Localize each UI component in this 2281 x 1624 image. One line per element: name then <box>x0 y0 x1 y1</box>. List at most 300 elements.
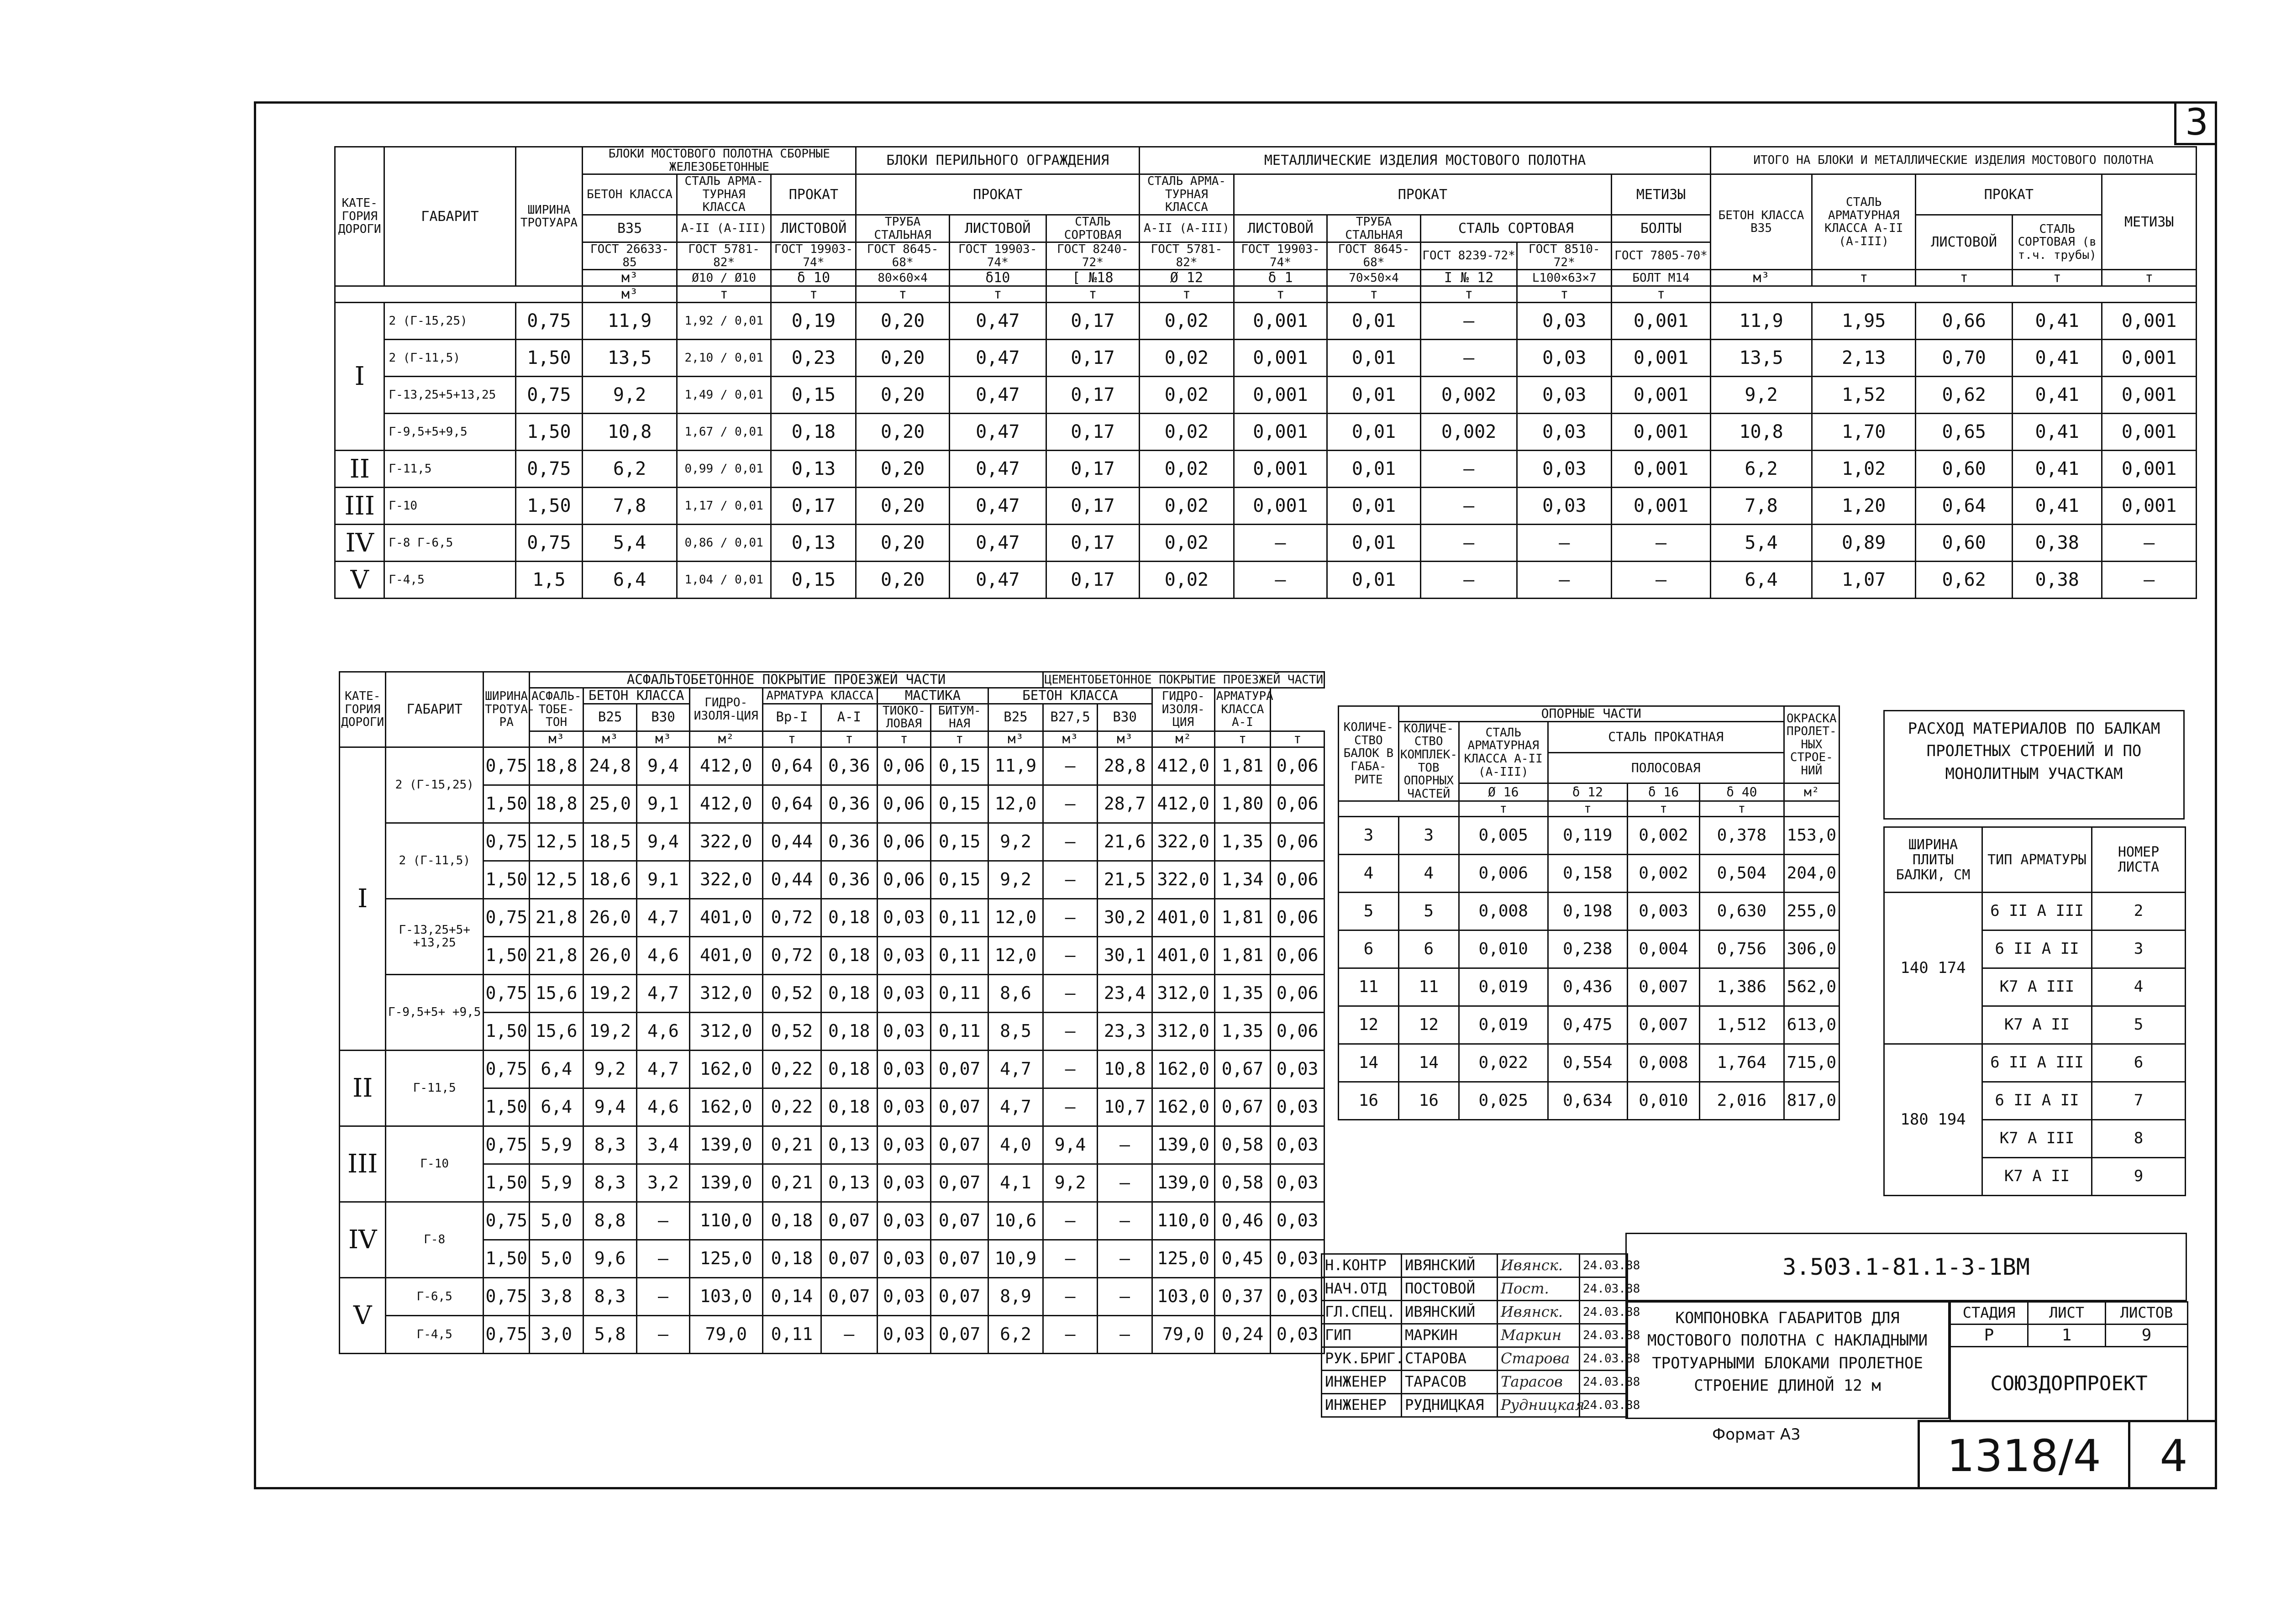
value-cell: 0,003 <box>1627 893 1699 930</box>
road-category: IV <box>340 1202 386 1277</box>
size-railing-sheet: δ10 <box>949 270 1046 286</box>
width-cell: 0,75 <box>483 823 529 861</box>
sheet-page: 4 <box>2160 1430 2188 1482</box>
value-cell: 0,01 <box>1327 451 1421 488</box>
header-deck-blocks: БЛОКИ МОСТОВОГО ПОЛОТНА СБОРНЫЕ ЖЕЛЕЗОБЕТОННЫЕ <box>583 147 856 174</box>
doc-code: 3.503.1-81.1-3-1ВМ <box>1625 1233 2187 1301</box>
value-cell: 0,007 <box>1627 1006 1699 1044</box>
value-cell: 0,002 <box>1420 377 1517 414</box>
value-cell: 0,001 <box>1612 488 1711 525</box>
role-cell: ГИП <box>1322 1324 1402 1347</box>
value-cell: 0,66 <box>1916 303 2013 340</box>
value-cell: 0,41 <box>2013 451 2102 488</box>
value-cell: 162,0 <box>689 1050 762 1088</box>
value-cell: 1,50 <box>515 340 583 377</box>
pave-h-rebar-a1: АРМАТУРА КЛАССА А-I <box>1214 688 1271 731</box>
pave-u-2: м³ <box>583 731 636 747</box>
value-cell: 4,7 <box>637 1050 689 1088</box>
pave-table-row <box>340 1088 1324 1126</box>
pave-table-row <box>340 1277 1324 1315</box>
header-total-sheet: ЛИСТОВОЙ <box>1916 215 2013 269</box>
size-rebar: Ø10 / Ø10 <box>677 270 771 286</box>
value-cell: 9,2 <box>1043 1164 1098 1202</box>
value-cell: 0,65 <box>1916 414 2013 451</box>
value-cell: — <box>1043 1277 1098 1315</box>
bearing-h-b12: δ 12 <box>1548 783 1627 801</box>
value-cell: 0,60 <box>1916 525 2013 562</box>
value-cell: 0,36 <box>821 823 877 861</box>
pave-h-b25: В25 <box>583 704 636 731</box>
value-cell: 3,4 <box>637 1126 689 1164</box>
value-cell: 0,41 <box>2013 414 2102 451</box>
value-cell: 0,41 <box>2013 303 2102 340</box>
value-cell: — <box>1420 562 1517 599</box>
value-cell: 8,9 <box>988 1277 1043 1315</box>
value-cell: 10,7 <box>1098 1088 1152 1126</box>
sheet-label: ЛИСТ <box>2028 1302 2106 1324</box>
value-cell: 6,2 <box>583 451 677 488</box>
gost-7805: ГОСТ 7805-70* <box>1612 242 1711 270</box>
pave-table-row <box>340 1240 1324 1277</box>
value-cell: 0,03 <box>877 1164 930 1202</box>
value-cell: 1,386 <box>1700 968 1784 1006</box>
pave-h-hydro: ГИДРО-ИЗОЛЯ-ЦИЯ <box>689 688 762 731</box>
width-cell: 0,75 <box>483 1050 529 1088</box>
unit-total-spacer <box>1711 286 2197 303</box>
unit-total-rebar: т <box>1812 270 1916 286</box>
value-cell: 9,2 <box>583 377 677 414</box>
value-cell: 817,0 <box>1784 1082 1839 1120</box>
material-table-title: РАСХОД МАТЕРИАЛОВ ПО БАЛКАМ ПРОЛЕТНЫХ СТРОЕНИЙ И ПО МОНОЛИТНЫМ УЧАСТКАМ <box>1883 710 2185 820</box>
value-cell: — <box>1234 525 1327 562</box>
value-cell: 1,20 <box>1812 488 1916 525</box>
width-cell: 1,50 <box>483 1012 529 1050</box>
unit-total-metizy: т <box>2102 270 2197 286</box>
date-cell: 24.03.88 <box>1580 1301 1628 1324</box>
value-cell: 7,8 <box>1711 488 1812 525</box>
value-cell: 0,11 <box>762 1315 821 1353</box>
value-cell: 9,4 <box>637 823 689 861</box>
value-cell: 0,20 <box>856 303 950 340</box>
pave-h-rebar: АРМАТУРА КЛАССА <box>762 688 877 704</box>
header-metizy: МЕТИЗЫ <box>1612 174 1711 215</box>
pave-u-11: м³ <box>1098 731 1152 747</box>
value-cell: 9,4 <box>1043 1126 1098 1164</box>
gabarit-cell: 2 (Г-11,5) <box>384 340 515 377</box>
value-cell: 0,60 <box>1916 451 2013 488</box>
pave-h-conc2: БЕТОН КЛАССА <box>988 688 1152 704</box>
value-cell: 0,64 <box>762 747 821 785</box>
header-rebar-class: СТАЛЬ АРМА-ТУРНАЯ КЛАССА <box>677 174 771 215</box>
value-cell: 0,504 <box>1700 855 1784 893</box>
sheet-number-cell: 5 <box>2092 1006 2186 1044</box>
value-cell: 0,13 <box>821 1164 877 1202</box>
value-cell: 1,70 <box>1812 414 1916 451</box>
size-ibeam: I № 12 <box>1420 270 1517 286</box>
gost-19903-railing: ГОСТ 19903-74* <box>949 242 1046 270</box>
value-cell: 0,008 <box>1627 1044 1699 1082</box>
value-cell: 0,75 <box>515 377 583 414</box>
top-table-row <box>335 488 2197 525</box>
sheet-number-cell: 4 <box>2092 968 2186 1006</box>
bearing-table-row <box>1339 930 1840 968</box>
value-cell: 162,0 <box>689 1088 762 1126</box>
value-cell: — <box>1098 1240 1152 1277</box>
value-cell: 0,02 <box>1140 340 1234 377</box>
value-cell: 0,06 <box>1271 785 1324 823</box>
pave-table-row <box>340 823 1324 861</box>
value-cell: 0,001 <box>1234 340 1327 377</box>
signatures-table <box>1321 1253 1640 1418</box>
date-cell: 24.03.88 <box>1580 1347 1628 1371</box>
material-table-row <box>1884 1044 2186 1082</box>
value-cell: 0,67 <box>1214 1050 1271 1088</box>
value-cell: 0,13 <box>821 1126 877 1164</box>
value-cell: 0,22 <box>762 1088 821 1126</box>
value-cell: 6,2 <box>988 1315 1043 1353</box>
gost-concrete: ГОСТ 26633-85 <box>583 242 677 270</box>
value-cell: 9,2 <box>988 861 1043 899</box>
value-cell: 0,18 <box>821 1012 877 1050</box>
bearing-table-row <box>1339 893 1840 930</box>
value-cell: 0,36 <box>821 861 877 899</box>
value-cell: 13,5 <box>1711 340 1812 377</box>
value-cell: 0,001 <box>1612 303 1711 340</box>
value-cell: 28,7 <box>1098 785 1152 823</box>
value-cell: 3 <box>1339 817 1399 855</box>
value-cell: 0,07 <box>931 1202 988 1240</box>
unit-t-pipe: т <box>856 286 950 303</box>
drawing-title: КОМПОНОВКА ГАБАРИТОВ ДЛЯ МОСТОВОГО ПОЛОТНА С НАКЛАДНЫМИ ТРОТУАРНЫМИ БЛОКАМИ ПРОЛЕТНОЕ СТРОЕНИЕ ДЛИНОЙ 12 м <box>1625 1301 1950 1419</box>
value-cell: 8,5 <box>988 1012 1043 1050</box>
date-cell: 24.03.88 <box>1580 1277 1628 1301</box>
value-cell: 10,8 <box>1711 414 1812 451</box>
value-cell: 0,02 <box>1140 303 1234 340</box>
value-cell: 0,99 / 0,01 <box>677 451 771 488</box>
value-cell: 0,001 <box>1234 488 1327 525</box>
value-cell: — <box>1043 1315 1098 1353</box>
value-cell: 0,03 <box>877 1315 930 1353</box>
value-cell: 0,41 <box>2013 377 2102 414</box>
value-cell: — <box>1043 936 1098 974</box>
value-cell: 4,6 <box>637 936 689 974</box>
top-table-row <box>335 451 2197 488</box>
bearing-h-strip: ПОЛОСОВАЯ <box>1548 752 1784 783</box>
rebar-type-cell: 6 II А III <box>1982 1044 2092 1082</box>
bearing-h-title: ОПОРНЫЕ ЧАСТИ <box>1398 706 1784 722</box>
size-channel: [ №18 <box>1046 270 1140 286</box>
value-cell: 0,20 <box>856 488 950 525</box>
value-cell: 255,0 <box>1784 893 1839 930</box>
value-cell: 21,5 <box>1098 861 1152 899</box>
width-cell: 0,75 <box>483 1126 529 1164</box>
bearing-table-row <box>1339 1006 1840 1044</box>
header-prokat: ПРОКАТ <box>771 174 856 215</box>
value-cell: 0,01 <box>1327 562 1421 599</box>
value-cell: 0,07 <box>931 1126 988 1164</box>
pave-u-7: т <box>877 731 930 747</box>
header-railing-section: СТАЛЬ СОРТОВАЯ <box>1046 215 1140 242</box>
value-cell: 18,8 <box>530 747 583 785</box>
value-cell: 0,72 <box>762 936 821 974</box>
value-cell: — <box>1517 562 1612 599</box>
class-a2: А-II (А-III) <box>677 215 771 242</box>
signature-row <box>1322 1324 1628 1347</box>
value-cell: 1,67 / 0,01 <box>677 414 771 451</box>
name-cell: ТАРАСОВ <box>1402 1371 1498 1394</box>
pave-u-9: м³ <box>988 731 1043 747</box>
value-cell: 0,004 <box>1627 930 1699 968</box>
value-cell: 0,02 <box>1140 377 1234 414</box>
value-cell: 204,0 <box>1784 855 1839 893</box>
header-sheet: ЛИСТОВОЙ <box>771 215 856 242</box>
class-a2-metal: А-II (А-III) <box>1140 215 1234 242</box>
value-cell: 0,001 <box>1234 303 1327 340</box>
value-cell: — <box>1043 974 1098 1012</box>
header-category: КАТЕ-ГОРИЯ ДОРОГИ <box>335 147 384 286</box>
value-cell: 0,17 <box>771 488 856 525</box>
value-cell: — <box>1098 1164 1152 1202</box>
value-cell: 5,4 <box>583 525 677 562</box>
value-cell: 0,15 <box>931 785 988 823</box>
bearing-h-paint: ОКРАСКА ПРОЛЕТ-НЫХ СТРОЕ-НИЙ <box>1784 706 1839 783</box>
header-total-rebar: СТАЛЬ АРМАТУРНАЯ КЛАССА А-II (А-III) <box>1812 174 1916 270</box>
format-label: Формат А3 <box>1712 1425 1801 1444</box>
gabarit-cell: Г-13,25+5+ +13,25 <box>386 899 484 974</box>
road-category: III <box>340 1126 386 1202</box>
value-cell: 0,01 <box>1327 525 1421 562</box>
material-table <box>1883 826 2186 1196</box>
value-cell: 5,0 <box>530 1240 583 1277</box>
value-cell: 5,9 <box>530 1164 583 1202</box>
value-cell: 0,11 <box>931 974 988 1012</box>
value-cell: 0,03 <box>1271 1050 1324 1088</box>
class-b35: В35 <box>583 215 677 242</box>
value-cell: 3,8 <box>530 1277 583 1315</box>
rebar-type-cell: К7 А III <box>1982 968 2092 1006</box>
value-cell: 0,41 <box>2013 488 2102 525</box>
value-cell: 6 <box>1398 930 1459 968</box>
value-cell: 0,07 <box>931 1088 988 1126</box>
bearing-h-sets: КОЛИЧЕ-СТВО КОМПЛЕК-ТОВ ОПОРНЫХ ЧАСТЕЙ <box>1398 721 1459 801</box>
pave-table-row <box>340 747 1324 785</box>
sheet-number-cell: 2 <box>2092 893 2186 930</box>
value-cell: 1,5 <box>515 562 583 599</box>
value-cell: 162,0 <box>1152 1088 1214 1126</box>
value-cell: 0,47 <box>949 377 1046 414</box>
value-cell: 0,23 <box>771 340 856 377</box>
gabarit-cell: Г-10 <box>386 1126 484 1202</box>
value-cell: — <box>1420 303 1517 340</box>
road-category: V <box>340 1277 386 1353</box>
value-cell: 6,4 <box>1711 562 1812 599</box>
value-cell: 401,0 <box>689 899 762 936</box>
size-pipe: 80×60×4 <box>856 270 950 286</box>
bearing-table-row <box>1339 968 1840 1006</box>
value-cell: 0,18 <box>762 1240 821 1277</box>
unit-t-rsheet: т <box>949 286 1046 303</box>
value-cell: 0,20 <box>856 562 950 599</box>
value-cell: 0,01 <box>1327 340 1421 377</box>
value-cell: 0,13 <box>771 451 856 488</box>
bearing-h-b40: δ 40 <box>1700 783 1784 801</box>
value-cell: 3,0 <box>530 1315 583 1353</box>
value-cell: 0,001 <box>1234 414 1327 451</box>
value-cell: 0,07 <box>931 1240 988 1277</box>
unit-total-section: т <box>2013 270 2102 286</box>
unit-t-msheet: т <box>1234 286 1327 303</box>
size-sheet: δ 10 <box>771 270 856 286</box>
value-cell: 0,03 <box>1271 1202 1324 1240</box>
pave-u-14: т <box>1271 731 1324 747</box>
gabarit-cell: Г-9,5+5+ +9,5 <box>386 974 484 1050</box>
value-cell: 0,03 <box>1271 1315 1324 1353</box>
pavement-table <box>339 671 1325 1354</box>
name-cell: ИВЯНСКИЙ <box>1402 1301 1498 1324</box>
signature-cell: Ивянск. <box>1498 1254 1580 1277</box>
value-cell: 412,0 <box>689 785 762 823</box>
value-cell: 0,18 <box>821 899 877 936</box>
value-cell: — <box>821 1315 877 1353</box>
gost-5781: ГОСТ 5781-82* <box>677 242 771 270</box>
value-cell: — <box>1420 525 1517 562</box>
value-cell: 0,38 <box>2013 562 2102 599</box>
pave-h-bp1: Вр-I <box>762 704 821 731</box>
value-cell: 401,0 <box>689 936 762 974</box>
width-cell: 0,75 <box>483 974 529 1012</box>
value-cell: 0,47 <box>949 562 1046 599</box>
value-cell: 0,238 <box>1548 930 1627 968</box>
value-cell: 1,34 <box>1214 861 1271 899</box>
value-cell: 0,001 <box>2102 414 2197 451</box>
value-cell: 0,07 <box>821 1277 877 1315</box>
value-cell: 0,47 <box>949 451 1046 488</box>
value-cell: — <box>1043 785 1098 823</box>
bearing-h-rolled: СТАЛЬ ПРОКАТНАЯ <box>1548 721 1784 752</box>
value-cell: 4,7 <box>988 1088 1043 1126</box>
sheet-number-cell: 8 <box>2092 1120 2186 1158</box>
value-cell: 2,10 / 0,01 <box>677 340 771 377</box>
sheet-value: 1 <box>2028 1324 2106 1347</box>
date-cell: 24.03.88 <box>1580 1371 1628 1394</box>
value-cell: 1,02 <box>1812 451 1916 488</box>
pave-header-gabarit: ГАБАРИТ <box>386 672 484 747</box>
value-cell: — <box>637 1240 689 1277</box>
value-cell: 12,5 <box>530 861 583 899</box>
value-cell: 4,6 <box>637 1012 689 1050</box>
header-railing-prokat: ПРОКАТ <box>856 174 1140 215</box>
name-cell: СТАРОВА <box>1402 1347 1498 1371</box>
value-cell: 8,3 <box>583 1126 636 1164</box>
value-cell: 0,02 <box>1140 414 1234 451</box>
size-metal-rebar: Ø 12 <box>1140 270 1234 286</box>
value-cell: 6 <box>1339 930 1399 968</box>
pave-u-6: т <box>821 731 877 747</box>
role-cell: Н.КОНТР <box>1322 1254 1402 1277</box>
value-cell: 6,4 <box>583 562 677 599</box>
value-cell: 0,07 <box>931 1315 988 1353</box>
value-cell: 0,001 <box>1612 377 1711 414</box>
rebar-type-cell: К7 А II <box>1982 1158 2092 1196</box>
role-cell: ГЛ.СПЕЦ. <box>1322 1301 1402 1324</box>
value-cell: 0,75 <box>515 525 583 562</box>
header-total-concrete: БЕТОН КЛАССА В35 <box>1711 174 1812 270</box>
value-cell: 0,46 <box>1214 1202 1271 1240</box>
value-cell: 0,19 <box>771 303 856 340</box>
value-cell: 0,15 <box>771 377 856 414</box>
sheet-number-box <box>1918 1420 2217 1489</box>
value-cell: 0,07 <box>821 1202 877 1240</box>
value-cell: 0,001 <box>2102 451 2197 488</box>
value-cell: 11,9 <box>583 303 677 340</box>
value-cell: 0,67 <box>1214 1088 1271 1126</box>
gost-19903: ГОСТ 19903-74* <box>771 242 856 270</box>
value-cell: 0,03 <box>1517 340 1612 377</box>
signature-cell: Ивянск. <box>1498 1301 1580 1324</box>
value-cell: 0,06 <box>1271 974 1324 1012</box>
value-cell: 0,02 <box>1140 451 1234 488</box>
value-cell: 0,03 <box>1517 451 1612 488</box>
value-cell: 6,2 <box>1711 451 1812 488</box>
rebar-type-cell: 6 II А III <box>1982 893 2092 930</box>
pave-h-b30b: В30 <box>1098 704 1152 731</box>
value-cell: 0,03 <box>877 974 930 1012</box>
unit-m3: м³ <box>583 286 677 303</box>
value-cell: 0,20 <box>856 377 950 414</box>
value-cell: 0,756 <box>1700 930 1784 968</box>
value-cell: 0,002 <box>1420 414 1517 451</box>
pave-h-conc: БЕТОН КЛАССА <box>583 688 689 704</box>
bearing-u-m2: м² <box>1784 783 1839 801</box>
value-cell: 0,07 <box>821 1240 877 1277</box>
value-cell: — <box>1098 1277 1152 1315</box>
value-cell: 10,8 <box>1098 1050 1152 1088</box>
value-cell: 1,35 <box>1214 1012 1271 1050</box>
value-cell: 30,1 <box>1098 936 1152 974</box>
value-cell: 0,03 <box>877 1088 930 1126</box>
value-cell: 0,24 <box>1214 1315 1271 1353</box>
pave-table-row <box>340 1164 1324 1202</box>
value-cell: 4 <box>1339 855 1399 893</box>
unit-spacer <box>335 286 583 303</box>
role-cell: ИНЖЕНЕР <box>1322 1371 1402 1394</box>
value-cell: 0,001 <box>2102 303 2197 340</box>
pave-table-row <box>340 861 1324 899</box>
value-cell: 9,1 <box>637 785 689 823</box>
gabarit-cell: Г-8 Г-6,5 <box>384 525 515 562</box>
gost-8240: ГОСТ 8240-72* <box>1046 242 1140 270</box>
value-cell: 110,0 <box>689 1202 762 1240</box>
gost-8239: ГОСТ 8239-72* <box>1420 242 1517 270</box>
sheet-corner-number: 3 <box>2174 101 2217 145</box>
road-category: I <box>335 303 384 451</box>
value-cell: — <box>1098 1126 1152 1164</box>
gabarit-cell: 2 (Г-15,25) <box>384 303 515 340</box>
sheet-number-cell: 7 <box>2092 1082 2186 1120</box>
value-cell: 0,18 <box>821 974 877 1012</box>
value-cell: 0,41 <box>2013 340 2102 377</box>
value-cell: 0,03 <box>1517 488 1612 525</box>
value-cell: 0,11 <box>931 936 988 974</box>
value-cell: 79,0 <box>689 1315 762 1353</box>
value-cell: 0,02 <box>1140 562 1234 599</box>
value-cell: 322,0 <box>689 861 762 899</box>
value-cell: 21,6 <box>1098 823 1152 861</box>
pave-h-mastic: МАСТИКА <box>877 688 988 704</box>
value-cell: 0,64 <box>762 785 821 823</box>
unit-t-rebar: т <box>677 286 771 303</box>
value-cell: 0,15 <box>931 823 988 861</box>
